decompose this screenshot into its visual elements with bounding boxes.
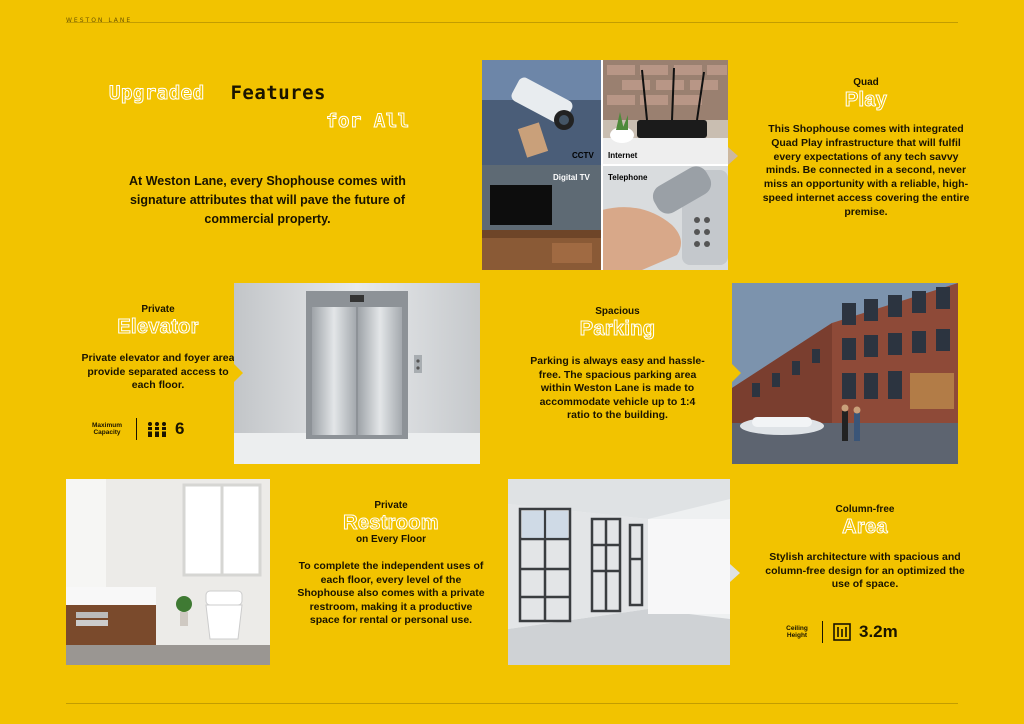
elevator-stat — [88, 418, 184, 440]
restroom-subtitle: on Every Floor — [355, 534, 426, 545]
column-free-kicker: Column-free — [835, 504, 895, 515]
quad-play-block — [760, 77, 972, 220]
quad-play-title: Play — [844, 89, 888, 111]
parking-title: Parking — [579, 318, 656, 340]
column-free-stat — [782, 621, 898, 643]
people-icon — [147, 421, 167, 437]
column-free-image — [508, 479, 730, 665]
elevator-stat-label: Maximum Capacity — [92, 422, 122, 436]
quad-play-image — [482, 60, 728, 270]
elevator-title: Elevator — [117, 316, 199, 338]
elevator-stat-divider — [136, 418, 137, 440]
headline-word-features: Features — [230, 82, 326, 104]
elevator-image — [234, 283, 480, 464]
column-free-block — [760, 504, 970, 592]
cell-label-telephone: Telephone — [608, 173, 648, 182]
parking-image — [732, 283, 958, 464]
elevator-art — [234, 283, 480, 464]
ceiling-height-icon — [833, 623, 851, 641]
restroom-description: To complete the independent uses of each floor, every level of the Shophouse also comes with a private restroom, making it a productive space for rental or personal use. — [297, 560, 485, 626]
parking-block — [530, 306, 705, 423]
bottom-rule — [66, 703, 958, 704]
elevator-block — [78, 304, 238, 393]
parking-arrow — [732, 364, 741, 382]
intro-text: At Weston Lane, every Shophouse comes with signature attributes that will pave the future of commercial property. — [129, 174, 406, 226]
column-free-description: Stylish architecture with spacious and column-free design for an optimized the use of space. — [765, 551, 965, 590]
restroom-art — [66, 479, 270, 665]
top-rule — [66, 22, 958, 23]
headline-line-2 — [326, 110, 410, 132]
column-free-art — [508, 479, 730, 665]
restroom-title: Restroom — [343, 512, 439, 534]
elevator-description: Private elevator and foyer area provide separated access to each floor. — [81, 352, 235, 391]
column-free-arrow — [730, 564, 740, 582]
parking-kicker: Spacious — [595, 306, 640, 317]
cell-label-digital-tv: Digital TV — [553, 173, 590, 182]
brand-label: WESTON LANE — [66, 17, 133, 24]
headline-line-1 — [109, 82, 326, 104]
headline-word-upgraded: Upgraded — [109, 82, 205, 104]
restroom-image — [66, 479, 270, 665]
elevator-kicker: Private — [141, 304, 175, 315]
quad-play-description: This Shophouse comes with integrated Quad Play infrastructure that will fulfil every expectations of any tech savvy minds. Be connected in a second, never miss an opportunity with a reliable, high-speed internet access covering the entire premise. — [762, 123, 970, 218]
column-free-stat-value: 3.2m — [859, 622, 898, 641]
column-free-stat-divider — [822, 621, 823, 643]
restroom-block — [296, 500, 486, 628]
parking-art — [732, 283, 958, 464]
parking-description: Parking is always easy and hassle-free. The spacious parking area within Weston Lane is made to accommodate vehicle up to 1:4 ratio to the building. — [530, 355, 705, 421]
quad-play-arrow — [728, 147, 738, 165]
cell-label-cctv: CCTV — [572, 151, 594, 160]
elevator-arrow — [234, 364, 243, 382]
quad-play-art — [482, 60, 728, 270]
restroom-kicker: Private — [374, 500, 408, 511]
cell-label-internet: Internet — [608, 151, 638, 160]
column-free-title: Area — [842, 516, 888, 538]
headline-for-all: for All — [326, 110, 410, 132]
elevator-stat-value: 6 — [175, 419, 185, 438]
column-free-stat-label: Ceiling Height — [786, 625, 808, 639]
quad-play-kicker: Quad — [853, 77, 879, 88]
